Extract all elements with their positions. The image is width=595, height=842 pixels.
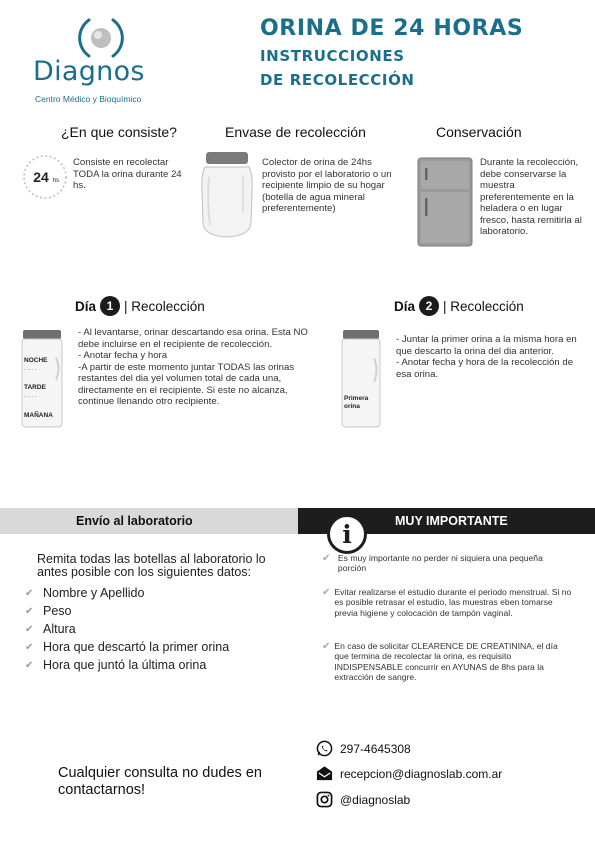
phone-number: 297-4645308 bbox=[340, 741, 411, 756]
contact-instagram[interactable] bbox=[316, 791, 410, 808]
envio-list bbox=[25, 584, 229, 674]
conservacion-text: Durante la recolección, debe conservarse la muestra preferentemente en la heladera o en lugar fresco, hasta remitirla al laboratorio. bbox=[480, 157, 582, 237]
check-icon: ✔ bbox=[322, 641, 331, 652]
envio-item-altura: Altura bbox=[43, 622, 76, 636]
day-1-text: - Al levantarse, orinar descartando esa orina. Esta NO debe incluirse en el recipiente de recolección. - Anotar fecha y hora -A partir de este momento juntar TODAS las orinas restantes del dia yel volumen total de cada una, directamente en el recipiente. Si este no alcanza, continue llenando otro recipiente. bbox=[78, 327, 308, 407]
bottle-2-label-orina: orina bbox=[344, 403, 360, 410]
svg-text:- - - -: - - - - bbox=[24, 394, 37, 400]
day-1-number-badge: 1 bbox=[100, 296, 120, 316]
envio-item-hora-ultima: Hora que juntó la última orina bbox=[43, 658, 207, 672]
page-title: ORINA DE 24 HORAS bbox=[260, 16, 524, 41]
page-subtitle-line1: INSTRUCCIONES bbox=[260, 47, 405, 65]
bottle-1-label-manana: MAÑANA bbox=[24, 412, 53, 419]
contact-email[interactable] bbox=[316, 765, 502, 782]
day-2-label: | Recolección bbox=[443, 298, 524, 314]
list-item bbox=[25, 620, 229, 638]
clock-label: 24 bbox=[33, 169, 49, 185]
svg-text:- - - -: - - - - bbox=[24, 367, 37, 373]
consiste-heading: ¿En que consiste? bbox=[61, 124, 177, 140]
contact-phone[interactable] bbox=[316, 740, 411, 757]
importante-item bbox=[322, 553, 572, 574]
bottle-day-1-icon bbox=[20, 328, 64, 428]
brand-subtitle: Centro Médico y Bioquímico bbox=[35, 94, 142, 104]
list-item bbox=[25, 584, 229, 602]
contact-call-to-action: Cualquier consulta no dudes en contactarnos! bbox=[58, 765, 262, 798]
list-item bbox=[25, 638, 229, 656]
bottle-day-2-icon bbox=[340, 328, 382, 428]
bottle-1-label-tarde: TARDE bbox=[24, 384, 46, 391]
check-icon: ✔ bbox=[25, 659, 34, 671]
envio-intro: Remita todas las botellas al laboratorio lo antes posible con los siguientes datos: bbox=[37, 552, 266, 579]
email-address: recepcion@diagnoslab.com.ar bbox=[340, 766, 503, 781]
check-icon: ✔ bbox=[322, 587, 331, 598]
bottle-1-label-noche: NOCHE bbox=[24, 357, 48, 364]
email-icon bbox=[316, 765, 333, 782]
collection-jar-icon bbox=[199, 151, 255, 239]
envio-heading: Envío al laboratorio bbox=[76, 514, 193, 528]
importante-item-text: Es muy importante no perder ni siquiera una pequeña porción bbox=[337, 553, 543, 574]
conservacion-heading: Conservación bbox=[436, 124, 522, 140]
check-icon: ✔ bbox=[25, 605, 34, 617]
importante-heading: MUY IMPORTANTE bbox=[395, 514, 508, 528]
day-1-label: | Recolección bbox=[124, 298, 205, 314]
list-item bbox=[25, 602, 229, 620]
bottle-2-label-primera: Primera bbox=[344, 395, 369, 402]
day-1-prefix: Día bbox=[75, 298, 97, 314]
clock-24hs-icon bbox=[22, 154, 68, 200]
envase-text: Colector de orina de 24hs provisto por el laboratorio o un recipiente limpio de su hogar (botella de agua mineral preferentemente) bbox=[262, 157, 392, 214]
envio-item-peso: Peso bbox=[43, 604, 72, 618]
check-icon: ✔ bbox=[322, 553, 331, 564]
day-2-prefix: Día bbox=[394, 298, 416, 314]
day-1-heading bbox=[75, 296, 205, 316]
importante-item-text: Evitar realizarse el estudio durante el periodo menstrual. Si no es posible retrasar el estudio, las muestras eben tomarse previa higiene y colocación de tampón vaginal. bbox=[334, 587, 572, 618]
brand-name: Diagnos bbox=[33, 56, 145, 87]
importante-item-text: En caso de solicitar CLEARENCE DE CREATININA, el día que termina de recolectar la orina, es requisito INDISPENSABLE concurrir en AYUNAS de 8hs para la extracción de sangre. bbox=[334, 641, 558, 682]
envio-item-hora-descarte: Hora que descartó la primer orina bbox=[43, 640, 230, 654]
logo-mark-icon bbox=[77, 14, 125, 62]
consiste-text: Consiste en recolectar TODA la orina durante 24 hs. bbox=[73, 157, 182, 191]
info-icon-glyph: i bbox=[342, 520, 352, 549]
clock-unit: hs bbox=[52, 178, 60, 184]
check-icon: ✔ bbox=[25, 623, 34, 635]
envio-item-nombre: Nombre y Apellido bbox=[43, 586, 145, 600]
refrigerator-icon bbox=[417, 156, 473, 248]
envase-heading: Envase de recolección bbox=[225, 124, 366, 140]
info-icon bbox=[327, 514, 367, 554]
check-icon: ✔ bbox=[25, 641, 34, 653]
day-2-heading bbox=[394, 296, 524, 316]
page-subtitle-line2: DE RECOLECCIÓN bbox=[260, 71, 415, 89]
importante-item bbox=[322, 641, 572, 682]
day-2-text: - Juntar la primer orina a la misma hora en que descarto la orina del dia anterior. - Anotar fecha y hora de la recolección de esa orina. bbox=[396, 334, 577, 380]
instagram-icon bbox=[316, 791, 333, 808]
importante-item bbox=[322, 587, 572, 618]
check-icon: ✔ bbox=[25, 587, 34, 599]
list-item bbox=[25, 656, 229, 674]
day-2-number-badge: 2 bbox=[419, 296, 439, 316]
instagram-handle: @diagnoslab bbox=[340, 792, 411, 807]
whatsapp-icon bbox=[316, 740, 333, 757]
